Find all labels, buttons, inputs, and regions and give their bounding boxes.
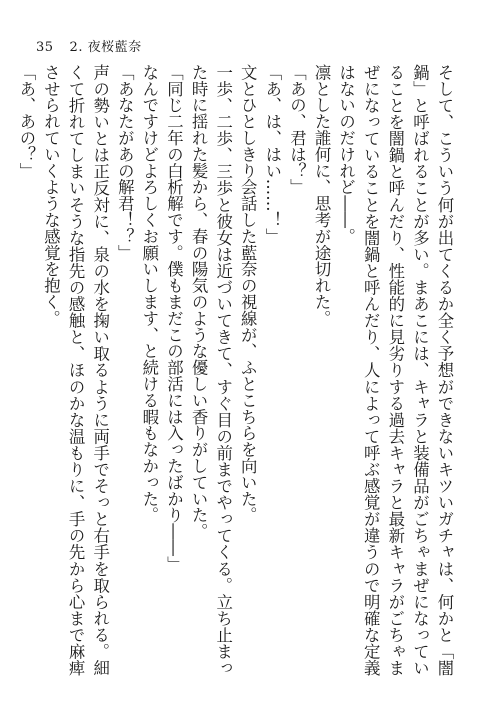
paragraph: 「あ、あの？」 <box>16 64 36 179</box>
paragraph: そして、こういう何が出てくるか全く予想ができないキツいガチャは、何かと「闇鍋」と呼ばれることが多い。まあこには、キャラと装備品がごちゃまぜになっていることを闇鍋と呼んだり、性能的に見劣りする過去キャラと最新キャラがごちゃまぜになっていることを闇鍋と呼んだり、人によって呼ぶ感覚が違うので明確な定義はないのだけれど――。 <box>336 64 454 676</box>
paragraph: 「あの、君は？」 <box>287 64 307 196</box>
paragraph: 一歩、二歩、三歩と彼女は近づいてきて、すぐ目の前までやってくる。立ち止まった時に揺れた髪から、春の陽気のような優しい香りがしていた。 <box>189 64 233 676</box>
paragraph: 声の勢いとは正反対に、泉の水を掬い取るように両手でそっと右手を取られる。細くて折れてしまいそうな指先の感触と、ほのかな温もりに、手の先から心まで麻痺させられていくような感覚を抱く。 <box>41 64 110 676</box>
paragraph: 凛とした誰何に、思考が途切れた。 <box>312 64 332 327</box>
chapter-title: 2. 夜桜藍奈 <box>69 40 142 55</box>
paragraph: 「あ、は、はい……！」 <box>262 64 282 245</box>
running-header <box>36 40 142 56</box>
paragraph: なんですけどよろしくお願いします、と続ける暇もなかった。 <box>139 64 159 524</box>
vertical-body-text <box>13 64 456 676</box>
page-number: 35 <box>36 40 54 55</box>
paragraph: 「同じ二年の白析解です。僕もまだこの部活には入ったばかり――」 <box>164 64 184 573</box>
paragraph: 「あなたがあの解君！？」 <box>115 64 135 261</box>
paragraph: 文とひとしきり会話した藍奈の視線が、ふとこちらを向いた。 <box>238 64 258 524</box>
